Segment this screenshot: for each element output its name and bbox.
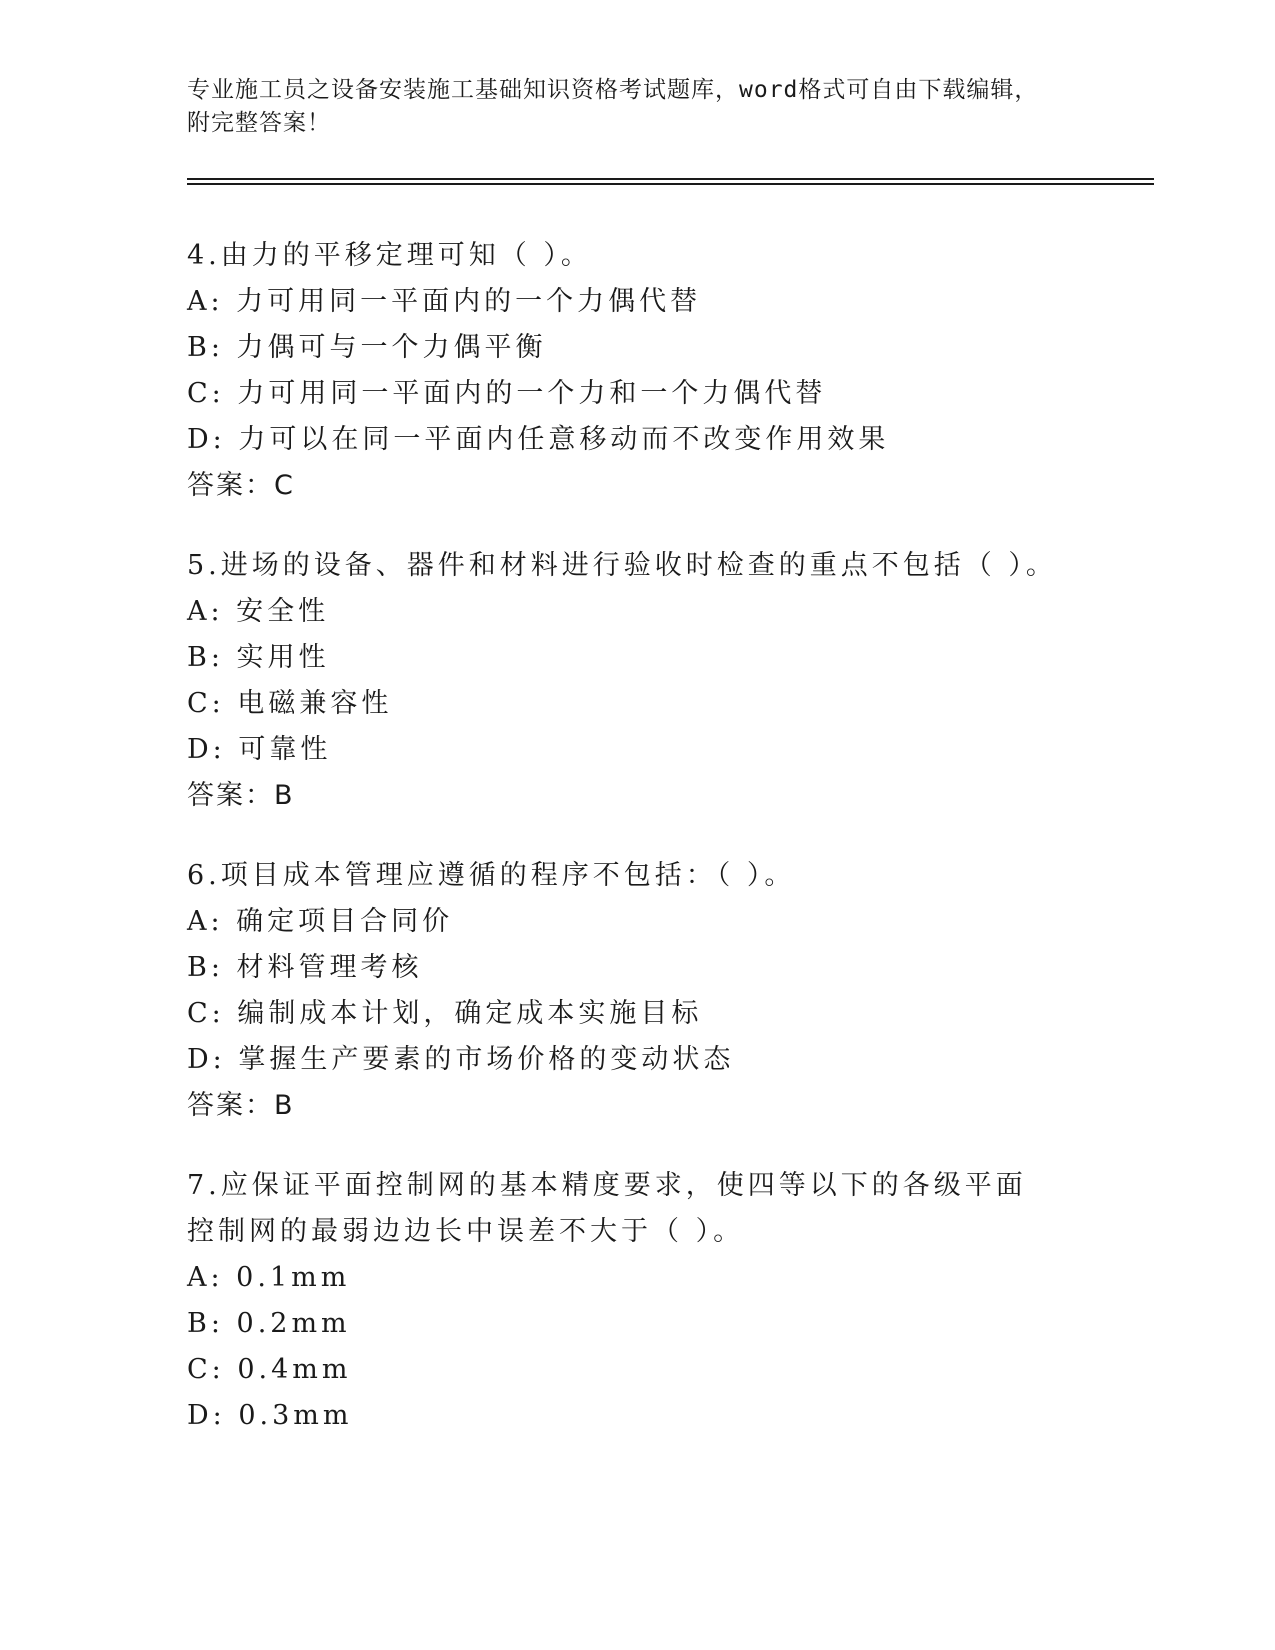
option-c: C: 编制成本计划，确定成本实施目标 <box>187 998 703 1029</box>
document-header <box>187 74 1087 140</box>
option-d: D: 0.3mm <box>187 1400 353 1431</box>
option-d: D: 掌握生产要素的市场价格的变动状态 <box>187 1044 735 1075</box>
question-7 <box>187 1163 1087 1439</box>
option-c: C: 力可用同一平面内的一个力和一个力偶代替 <box>187 378 827 409</box>
question-stem: 4.由力的平移定理可知（ ）。 <box>187 240 592 271</box>
option-d: D: 可靠性 <box>187 734 332 765</box>
question-4 <box>187 233 1087 509</box>
header-text-1c: 格式可自由下载编辑， <box>798 77 1039 103</box>
option-b: B: 力偶可与一个力偶平衡 <box>187 332 547 363</box>
question-list <box>187 233 1087 1473</box>
option-a: A: 0.1mm <box>187 1262 351 1293</box>
option-d: D: 力可以在同一平面内任意移动而不改变作用效果 <box>187 424 890 455</box>
question-stem: 6.项目成本管理应遵循的程序不包括：（ ）。 <box>187 860 796 891</box>
option-a: A: 确定项目合同价 <box>187 906 454 937</box>
answer: 答案：C <box>187 470 295 501</box>
answer: 答案：B <box>187 1090 295 1121</box>
answer: 答案：B <box>187 780 295 811</box>
question-stem: 7.应保证平面控制网的基本精度要求，使四等以下的各级平面控制网的最弱边边长中误差不大于（ ）。 <box>187 1170 1027 1247</box>
header-text-1a: 专业施工员之设备安装施工基础知识资格考试题库， <box>187 77 739 103</box>
option-a: A: 安全性 <box>187 596 330 627</box>
header-divider-bottom <box>187 183 1154 185</box>
option-b: B: 材料管理考核 <box>187 952 423 983</box>
option-c: C: 0.4mm <box>187 1354 352 1385</box>
header-text-1b: word <box>739 77 799 103</box>
header-line-2: 附完整答案！ <box>187 110 331 136</box>
question-6 <box>187 853 1087 1129</box>
question-5 <box>187 543 1087 819</box>
option-a: A: 力可用同一平面内的一个力偶代替 <box>187 286 702 317</box>
header-divider-top <box>187 178 1154 180</box>
option-c: C: 电磁兼容性 <box>187 688 393 719</box>
question-stem: 5.进场的设备、器件和材料进行验收时检查的重点不包括（ ）。 <box>187 550 1057 581</box>
option-b: B: 实用性 <box>187 642 330 673</box>
option-b: B: 0.2mm <box>187 1308 351 1339</box>
header-line-1 <box>187 74 1087 107</box>
